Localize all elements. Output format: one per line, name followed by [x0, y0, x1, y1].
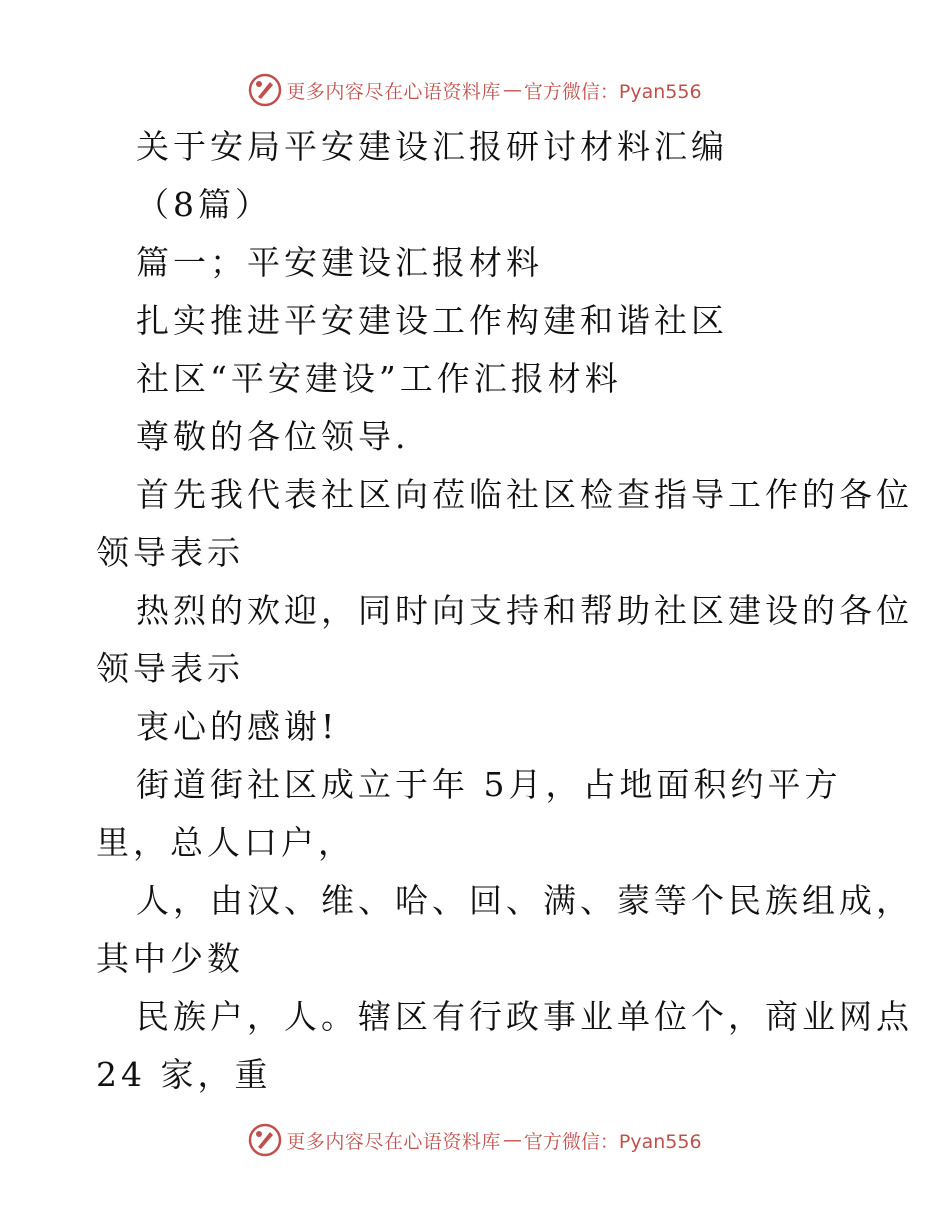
document-line: （8篇） — [136, 185, 272, 224]
document-line: 民族户，人。辖区有行政事业单位个，商业网点 — [136, 997, 913, 1036]
watermark-header — [0, 70, 950, 110]
watermark-separator: — — [502, 79, 522, 101]
watermark-wechat: 官方微信：Pyan556 — [523, 80, 702, 103]
document-line: 首先我代表社区向莅临社区检查指导工作的各位 — [136, 475, 913, 514]
document-line: 扎实推进平安建设工作构建和谐社区 — [136, 301, 728, 340]
document-line: 关于安局平安建设汇报研讨材料汇编 — [136, 127, 728, 166]
document-line: 24 家，重 — [96, 1055, 272, 1094]
watermark-footer — [0, 1120, 950, 1160]
document-line: 街道街社区成立于年 5月，占地面积约平方 — [136, 765, 842, 804]
document-line: 其中少数 — [96, 939, 244, 978]
brand-logo-icon — [248, 1123, 282, 1157]
document-line: 衷心的感谢! — [136, 707, 339, 746]
document-line: 尊敬的各位领导. — [136, 417, 410, 456]
watermark-slogan: 更多内容尽在心语资料库 — [286, 1130, 501, 1153]
document-line: 里，总人口户， — [96, 823, 355, 862]
document-line: 人，由汉、维、哈、回、满、蒙等个民族组成， — [136, 881, 913, 920]
document-line: 领导表示 — [96, 649, 244, 688]
watermark-separator: — — [502, 1129, 522, 1151]
document-line: 领导表示 — [96, 533, 244, 572]
watermark-wechat: 官方微信：Pyan556 — [523, 1130, 702, 1153]
document-line: 热烈的欢迎，同时向支持和帮助社区建设的各位 — [136, 591, 913, 630]
watermark-slogan: 更多内容尽在心语资料库 — [286, 80, 501, 103]
document-line: 社区“平安建设”工作汇报材料 — [136, 359, 622, 398]
document-line: 篇一；平安建设汇报材料 — [136, 243, 543, 282]
brand-logo-icon — [248, 73, 282, 107]
